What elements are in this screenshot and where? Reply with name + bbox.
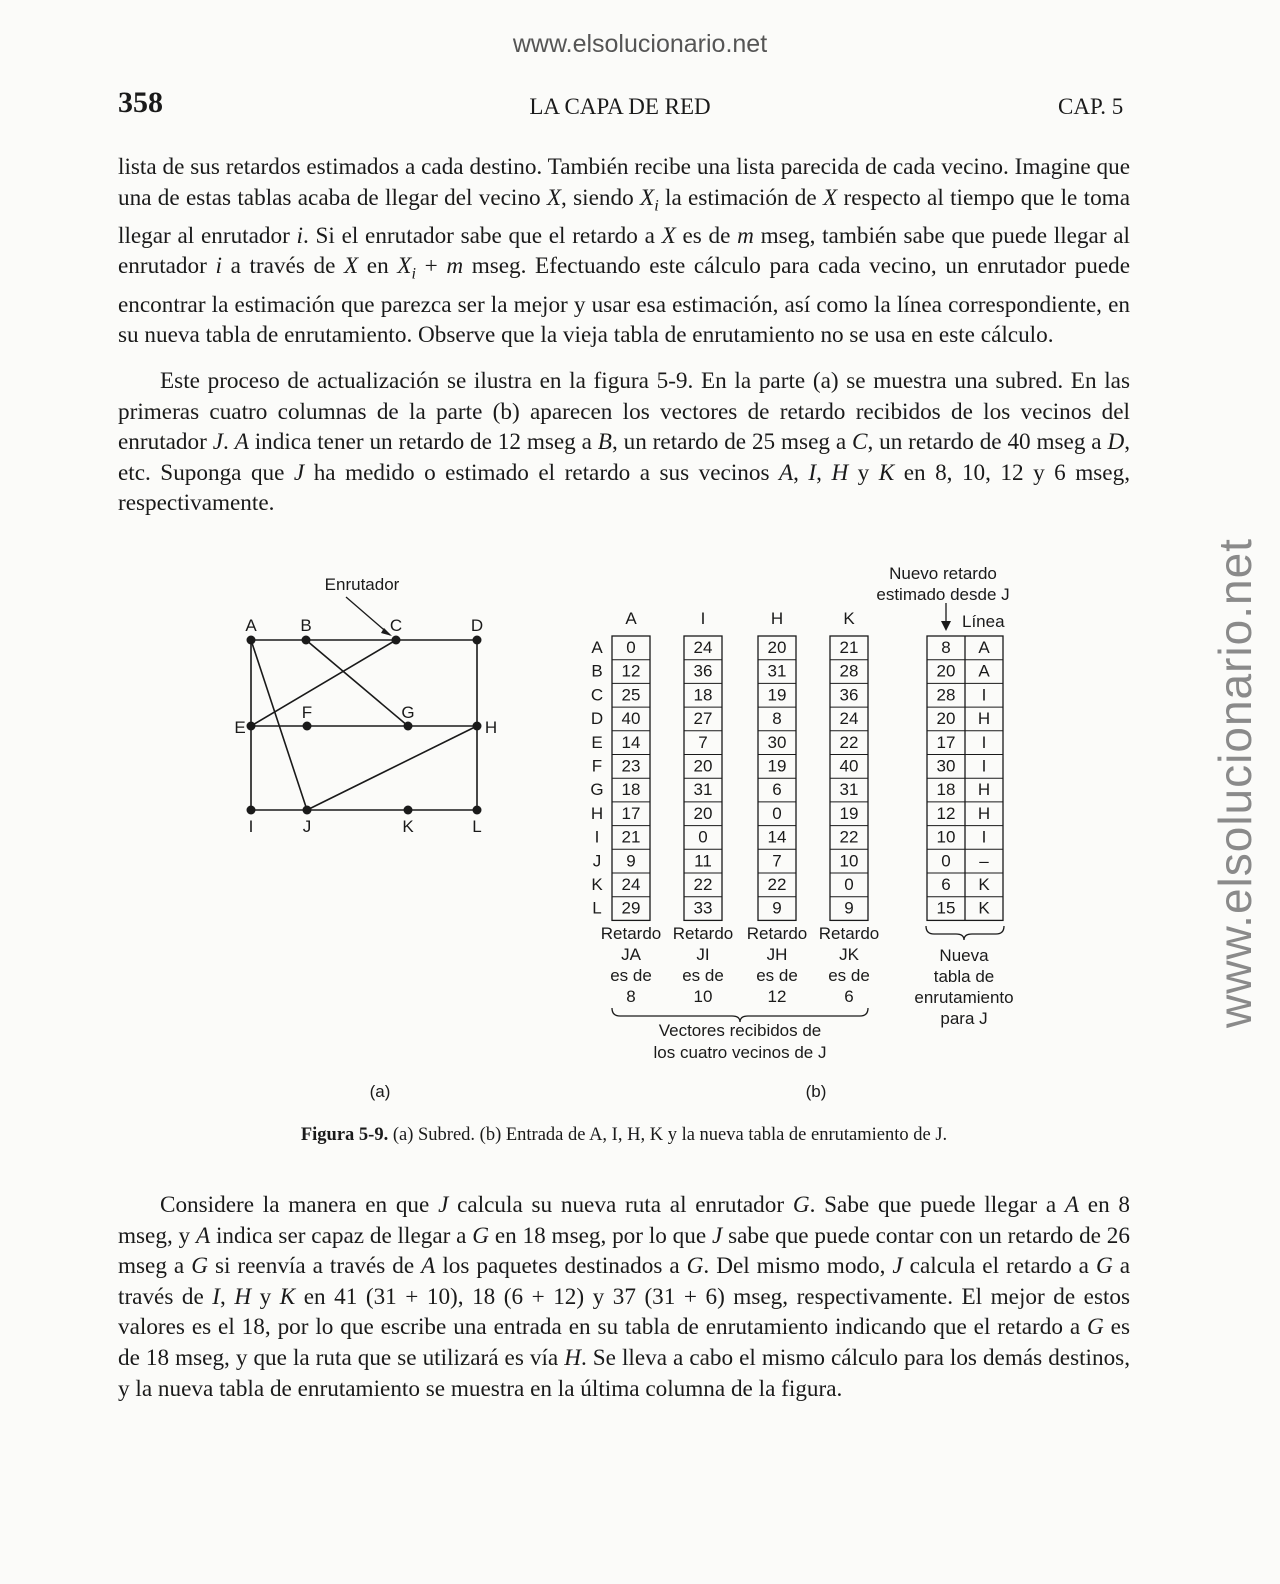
delay-caption-a: JA bbox=[621, 945, 641, 964]
delay-cell: 18 bbox=[621, 780, 641, 800]
node-i bbox=[247, 806, 256, 815]
text-run: i bbox=[411, 265, 416, 284]
delay-cell: 7 bbox=[772, 851, 782, 871]
node-label-i: I bbox=[248, 817, 254, 836]
delay-cell: 20 bbox=[693, 803, 713, 823]
edge-e-c bbox=[251, 640, 396, 726]
row-label-k: K bbox=[591, 875, 603, 894]
delay-cell: 36 bbox=[693, 661, 713, 681]
new-table-label-2: tabla de bbox=[933, 967, 995, 986]
text-run: J bbox=[892, 1253, 903, 1280]
delay-cell: 0 bbox=[772, 803, 782, 823]
new-delay-cell: 8 bbox=[941, 638, 951, 657]
row-label-b: B bbox=[591, 661, 603, 681]
delay-cell: 40 bbox=[621, 709, 641, 729]
text-run: . Si el enrutador sabe que el retardo a bbox=[303, 222, 662, 249]
text-run: . bbox=[223, 429, 235, 456]
new-line-cell: H bbox=[977, 709, 991, 729]
vectors-brace bbox=[612, 1008, 868, 1022]
text-run: Este proceso de actualización se ilustra en la figura 5-9. En la parte (a) se muestra una subred. En las primeras cuatro columnas de la parte (b) aparecen los vectores de retardo recibidos de los vecinos del enrutador bbox=[118, 368, 1130, 456]
delay-cell: 19 bbox=[767, 685, 787, 705]
node-b bbox=[302, 636, 311, 645]
delay-cell: 29 bbox=[621, 898, 641, 918]
text-run: calcula el retardo a bbox=[902, 1253, 1096, 1280]
text-run: en 41 (31 + 10), 18 (6 + 12) y 37 (31 + 6) mseg, respectivamente. El mejor de estos valores es el 18, por lo que escribe una entrada en su tabla de enrutamiento indicando que el retardo a bbox=[118, 1283, 1131, 1341]
text-run: . Del mismo modo, bbox=[703, 1253, 893, 1280]
delay-cell: 18 bbox=[693, 685, 713, 705]
node-label-g: G bbox=[401, 703, 415, 722]
text-run: A bbox=[421, 1253, 436, 1280]
row-label-h: H bbox=[590, 803, 604, 823]
text-run: A bbox=[195, 1222, 211, 1249]
new-delay-label-2: estimado desde J bbox=[876, 585, 1010, 604]
text-run: en 18 mseg, por lo que bbox=[489, 1222, 712, 1249]
text-run: m bbox=[737, 222, 754, 249]
row-label-g: G bbox=[590, 780, 604, 800]
text-run: mseg. Efectuando este cálculo para cada vecino, un enrutador puede encontrar la estimación que parezca ser la mejor y usar esa estimación, así como la línea correspondiente, en su nueva tabla de enrutamiento. Observe que la vieja tabla de enrutamiento no se usa en este cálculo. bbox=[118, 253, 1130, 349]
text-run: , etc. Suponga que bbox=[118, 429, 1131, 486]
node-j bbox=[303, 806, 312, 815]
delay-caption-k: es de bbox=[828, 966, 870, 985]
text-run: J bbox=[711, 1222, 723, 1249]
delay-cell: 9 bbox=[772, 898, 782, 918]
text-run: . Sabe que puede llegar a bbox=[809, 1192, 1065, 1218]
delay-cell: 12 bbox=[621, 661, 641, 681]
new-line-cell: H bbox=[977, 803, 991, 823]
node-e bbox=[247, 722, 256, 731]
node-label-a: A bbox=[245, 616, 257, 635]
node-label-j: J bbox=[302, 817, 312, 836]
edge-a-j bbox=[251, 640, 307, 810]
figure-caption bbox=[0, 1125, 1248, 1146]
new-line-cell: A bbox=[978, 661, 990, 681]
running-title: LA CAPA DE RED bbox=[529, 94, 711, 119]
node-a bbox=[247, 636, 256, 645]
new-line-cell: A bbox=[978, 638, 990, 657]
row-label-f: F bbox=[591, 756, 603, 776]
delay-caption-i: JI bbox=[696, 945, 710, 964]
delay-caption-a: es de bbox=[610, 966, 652, 985]
node-label-d: D bbox=[470, 616, 484, 635]
new-line-cell: K bbox=[978, 875, 990, 894]
text-run: si reenvía a través de bbox=[207, 1253, 422, 1280]
new-line-cell: – bbox=[979, 851, 989, 871]
delay-caption-k: Retardo bbox=[818, 924, 880, 943]
new-table-label-1: Nueva bbox=[939, 946, 989, 965]
text-run: I bbox=[212, 1283, 221, 1310]
delay-cell: 24 bbox=[839, 709, 859, 729]
row-label-j: J bbox=[592, 851, 602, 871]
delay-cell: 30 bbox=[767, 732, 787, 752]
new-delay-cell: 28 bbox=[936, 685, 956, 705]
new-delay-cell: 15 bbox=[936, 898, 956, 918]
new-line-cell: I bbox=[981, 756, 987, 776]
delay-cell: 0 bbox=[844, 875, 854, 894]
delay-caption-i: 10 bbox=[693, 987, 713, 1006]
delay-caption-k: JK bbox=[839, 945, 859, 964]
edge-b-g bbox=[306, 640, 408, 726]
node-label-f: F bbox=[301, 703, 313, 722]
new-delay-arrowhead bbox=[941, 621, 951, 631]
new-delay-cell: 18 bbox=[936, 780, 956, 800]
figure-caption-label: Figura 5-9. bbox=[300, 1125, 389, 1145]
text-run: C bbox=[851, 429, 868, 456]
text-run: , un retardo de 25 mseg a bbox=[611, 429, 852, 456]
delay-cell: 8 bbox=[772, 709, 782, 729]
new-delay-cell: 12 bbox=[936, 803, 956, 823]
text-run: G bbox=[191, 1253, 208, 1280]
delay-caption-h: 12 bbox=[767, 987, 787, 1006]
text-run: en bbox=[358, 253, 398, 280]
node-c bbox=[392, 636, 401, 645]
new-line-cell: I bbox=[981, 732, 987, 752]
text-run: A bbox=[778, 459, 794, 486]
delay-cell: 6 bbox=[772, 780, 782, 800]
text-run: X bbox=[397, 253, 412, 280]
node-f bbox=[303, 722, 312, 731]
row-label-l: L bbox=[592, 898, 602, 918]
node-label-c: C bbox=[389, 616, 403, 635]
node-label-b: B bbox=[300, 616, 312, 635]
node-d bbox=[473, 636, 482, 645]
text-run: ha medido o estimado el retardo a sus vecinos bbox=[304, 459, 779, 486]
delay-cell: 0 bbox=[698, 827, 708, 847]
text-run: D bbox=[1107, 429, 1125, 456]
delay-cell: 22 bbox=[839, 732, 859, 752]
text-run: indica tener un retardo de 12 mseg a bbox=[248, 429, 598, 456]
text-run: X bbox=[661, 222, 676, 249]
text-run: i bbox=[654, 196, 659, 215]
part-a-label: (a) bbox=[369, 1082, 391, 1101]
delay-cell: 11 bbox=[694, 851, 712, 871]
text-run: es de 18 mseg, y que la ruta que se utilizará es vía bbox=[118, 1314, 1130, 1371]
text-run: , bbox=[793, 459, 809, 486]
text-run: H bbox=[234, 1283, 252, 1310]
text-run: los paquetes destinados a bbox=[435, 1253, 687, 1280]
node-g bbox=[404, 722, 413, 731]
delay-cell: 21 bbox=[839, 638, 859, 657]
text-run: y bbox=[848, 459, 879, 486]
delay-caption-k: 6 bbox=[844, 987, 854, 1006]
text-run: J bbox=[293, 459, 305, 486]
text-run: K bbox=[279, 1283, 296, 1310]
delay-cell: 17 bbox=[621, 803, 641, 823]
text-run: respecto al tiempo que le toma llegar al enrutador bbox=[118, 184, 1131, 249]
text-run: calcula su nueva ruta al enrutador bbox=[448, 1192, 793, 1218]
text-run: G bbox=[472, 1222, 490, 1249]
part-b-label: (b) bbox=[805, 1082, 827, 1101]
column-header-k: K bbox=[843, 609, 855, 628]
column-header-i: I bbox=[700, 609, 706, 628]
delay-cell: 0 bbox=[626, 638, 636, 657]
text-run: la estimación de bbox=[658, 184, 824, 211]
new-line-cell: I bbox=[981, 685, 987, 705]
node-label-k: K bbox=[402, 817, 414, 836]
row-label-c: C bbox=[590, 685, 604, 705]
text-run: a través de bbox=[221, 253, 344, 280]
new-delay-label-1: Nuevo retardo bbox=[889, 564, 997, 583]
text-run: indica ser capaz de llegar a bbox=[210, 1222, 473, 1249]
watermark-side: www.elsolucionario.net bbox=[1209, 538, 1261, 1028]
text-run: X bbox=[823, 184, 838, 211]
watermark-top: www.elsolucionario.net bbox=[512, 30, 768, 58]
delay-cell: 40 bbox=[839, 756, 859, 776]
new-delay-cell: 0 bbox=[941, 851, 951, 871]
text-run: A bbox=[234, 429, 249, 456]
column-header-a: A bbox=[625, 609, 637, 628]
page-number: 358 bbox=[118, 86, 163, 119]
node-label-h: H bbox=[484, 718, 498, 737]
text-run: en 8 mseg, y bbox=[118, 1192, 1130, 1249]
text-run: lista de sus retardos estimados a cada destino. También recibe una lista parecida de cada vecino. Imagine que una de estas tablas acaba de llegar del vecino bbox=[118, 154, 1130, 211]
vectors-label-1: Vectores recibidos de bbox=[658, 1021, 822, 1040]
text-run: y bbox=[251, 1283, 280, 1310]
new-delay-cell: 6 bbox=[941, 875, 951, 894]
text-run: I bbox=[808, 459, 817, 486]
new-delay-cell: 20 bbox=[936, 709, 956, 729]
delay-cell: 31 bbox=[693, 780, 713, 800]
text-run: . Se lleva a cabo el mismo cálculo para los demás destinos, y la nueva tabla de enrutamiento se muestra en la última columna de la figura. bbox=[118, 1344, 1130, 1402]
delay-cell: 27 bbox=[693, 709, 713, 729]
new-routing-table bbox=[927, 636, 1003, 920]
delay-cell: 22 bbox=[767, 875, 787, 894]
text-run: H bbox=[831, 459, 849, 486]
node-k bbox=[404, 806, 413, 815]
new-line-cell: K bbox=[978, 898, 990, 918]
router-label: Enrutador bbox=[324, 575, 400, 594]
delay-cell: 14 bbox=[621, 732, 641, 752]
node-l bbox=[473, 806, 482, 815]
text-run: B bbox=[597, 429, 612, 456]
node-label-e: E bbox=[234, 718, 246, 737]
row-label-a: A bbox=[591, 638, 603, 657]
paragraph-3 bbox=[118, 1190, 1130, 1404]
text-run: K bbox=[878, 459, 895, 486]
delay-cell: 19 bbox=[839, 803, 859, 823]
delay-caption-h: Retardo bbox=[746, 924, 808, 943]
text-run: i bbox=[296, 222, 303, 249]
delay-cell: 31 bbox=[839, 780, 859, 800]
text-run: , un retardo de 40 mseg a bbox=[867, 429, 1108, 456]
edge-j-h bbox=[307, 726, 477, 810]
delay-caption-h: JH bbox=[766, 945, 788, 964]
delay-cell: 33 bbox=[693, 898, 713, 918]
line-header: Línea bbox=[962, 612, 1005, 631]
text-run: X bbox=[640, 184, 655, 211]
text-run: Considere la manera en que bbox=[160, 1192, 439, 1218]
delay-cell: 20 bbox=[767, 638, 787, 657]
text-run: G bbox=[1095, 1253, 1113, 1280]
delay-cell: 19 bbox=[767, 756, 787, 776]
text-run: , bbox=[220, 1283, 235, 1310]
text-run: A bbox=[1064, 1192, 1080, 1218]
row-label-d: D bbox=[590, 709, 604, 729]
delay-cell: 22 bbox=[839, 827, 859, 847]
text-run: , bbox=[816, 459, 832, 486]
new-table-label-4: para J bbox=[940, 1009, 988, 1028]
text-run: G bbox=[1087, 1314, 1104, 1341]
node-label-l: L bbox=[472, 817, 482, 836]
new-delay-cell: 20 bbox=[936, 661, 956, 681]
delay-cell: 9 bbox=[626, 851, 636, 871]
delay-cell: 23 bbox=[621, 756, 641, 776]
text-run: + bbox=[415, 253, 447, 280]
text-run: X bbox=[343, 253, 359, 280]
new-delay-cell: 17 bbox=[936, 732, 956, 752]
row-label-e: E bbox=[591, 732, 603, 752]
text-run: , siendo bbox=[561, 184, 641, 211]
row-label-i: I bbox=[594, 827, 600, 847]
text-run: G bbox=[792, 1192, 810, 1218]
delay-cell: 7 bbox=[698, 732, 708, 752]
delay-caption-i: Retardo bbox=[672, 924, 734, 943]
subnet-diagram bbox=[234, 575, 497, 1101]
text-run: i bbox=[215, 253, 222, 280]
delay-cell: 25 bbox=[621, 685, 641, 705]
new-line-cell: I bbox=[981, 827, 987, 847]
text-run: J bbox=[212, 429, 224, 456]
new-delay-cell: 30 bbox=[936, 756, 956, 776]
delay-cell: 10 bbox=[839, 851, 859, 871]
delay-cell: 21 bbox=[621, 827, 641, 847]
delay-cell: 31 bbox=[767, 661, 787, 681]
new-table-label-3: enrutamiento bbox=[914, 988, 1014, 1007]
column-header-h: H bbox=[770, 609, 784, 628]
text-run: a través de bbox=[118, 1253, 1131, 1310]
text-run: J bbox=[438, 1192, 449, 1218]
delay-caption-h: es de bbox=[756, 966, 798, 985]
delay-cell: 36 bbox=[839, 685, 859, 705]
delay-cell: 9 bbox=[844, 898, 854, 918]
delay-cell: 22 bbox=[693, 875, 713, 894]
delay-cell: 14 bbox=[767, 827, 787, 847]
text-run: es de bbox=[675, 222, 738, 249]
delay-cell: 24 bbox=[621, 875, 641, 894]
new-table-brace bbox=[926, 926, 1004, 940]
vector-tables bbox=[590, 609, 879, 1006]
text-run: G bbox=[686, 1253, 704, 1280]
new-line-cell: H bbox=[977, 780, 991, 800]
text-run: mseg, también sabe que puede llegar al enrutador bbox=[118, 222, 1130, 280]
delay-cell: 24 bbox=[693, 638, 713, 657]
vectors-label-2: los cuatro vecinos de J bbox=[653, 1043, 827, 1062]
figure-caption-text: (a) Subred. (b) Entrada de A, I, H, K y la nueva tabla de enrutamiento de J. bbox=[392, 1125, 948, 1145]
delay-cell: 20 bbox=[693, 756, 713, 776]
text-run: X bbox=[546, 184, 562, 211]
delay-caption-i: es de bbox=[682, 966, 724, 985]
text-run: H bbox=[564, 1344, 581, 1371]
text-run: sabe que puede contar con un retardo de 26 mseg a bbox=[118, 1222, 1130, 1280]
text-run: m bbox=[446, 253, 464, 280]
delay-cell: 28 bbox=[839, 661, 859, 681]
delay-caption-a: Retardo bbox=[600, 924, 662, 943]
chapter-label: CAP. 5 bbox=[1058, 94, 1124, 119]
new-delay-cell: 10 bbox=[936, 827, 956, 847]
delay-caption-a: 8 bbox=[626, 987, 636, 1006]
text-run: en 8, 10, 12 y 6 mseg, respectivamente. bbox=[118, 459, 1130, 517]
node-h bbox=[473, 722, 482, 731]
